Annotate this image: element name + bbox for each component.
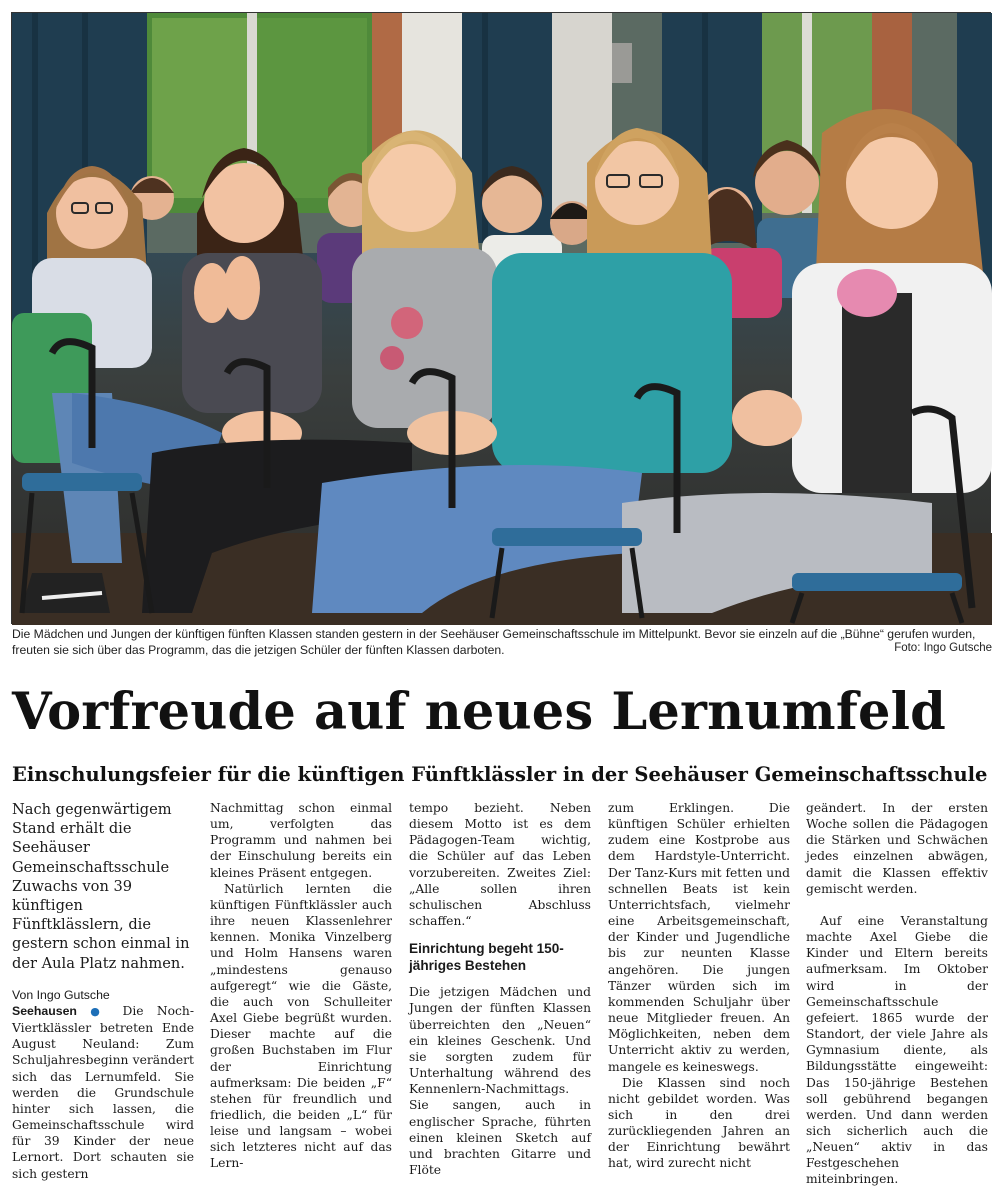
section-subtitle: Einrichtung begeht 150-jähriges Bestehen [409, 941, 564, 973]
column-3-paragraph-2: Die jetzigen Mädchen und Jungen der fünften Klassen überreichten den „Neuen“ ein kleines Geschenk. Und sie sorgten zudem für Unterhaltung während des Kennenlern-Nachmittags. Sie sangen, auch in englischer Sprache, führten einen kleinen Sketch auf und brachten Gitarre und Flöte [409, 985, 591, 1177]
photo-credit: Foto: Ingo Gutsche [894, 642, 992, 654]
dateline-dot-icon: ● [90, 1004, 110, 1018]
article-lead: Nach gegenwärtigem Stand erhält die Seehäuser Gemeinschaftsschule Zuwachs von 39 künftigen Fünftklässlern, die gestern schon einmal in der Aula Platz nahmen. [12, 801, 190, 972]
column-5-paragraph-2: Auf eine Veranstaltung machte Axel Giebe die Kinder und Eltern bereits aufmerksam. Im Oktober wird in der Gemeinschaftsschule gefeiert. 1865 wurde der Standort, der viele Jahre als Gymnasium diente, als Bildungsstätte eingeweiht: Das 150-jährige Bestehen soll gebührend begangen werden. Und dann werden sich sicherlich auch die „Neuen“ aktiv in das Festgeschehen miteinbringen. [806, 913, 988, 1187]
photo-illustration [12, 13, 992, 625]
article-column-1 [12, 800, 194, 1182]
column-5-paragraph-1: geändert. In der ersten Woche sollen die Pädagogen die Stärken und Schwächen jedes einzelnen abwägen, damit die Klassen effektiv gemischt werden. [806, 801, 988, 896]
column-1-body [12, 1003, 194, 1182]
subheadline: Einschulungsfeier für die künftigen Fünftklässler in der Seehäuser Gemeinschaftsschule [12, 763, 988, 786]
column-2-paragraph-1: Nachmittag schon einmal um, verfolgten das Programm und nahmen bei der Einschulung bereits ein kleines Präsent entgegen. [210, 801, 392, 880]
headline: Vorfreude auf neues Lernumfeld [12, 682, 947, 742]
article-column-3 [409, 800, 591, 1178]
column-3-paragraph-1: tempo bezieht. Neben diesem Motto ist es dem Pädagogen-Team wichtig, die Schüler auf das Leben vorzubereiten. Zweites Ziel: „Alle sollen ihren schulischen Abschluss schaffen.“ [409, 801, 591, 929]
column-1-text: Die Noch-Viertklässler betreten Ende August Neuland: Zum Schuljahresbeginn verändert sich das Lernumfeld. Sie werden die Grundschule hinter sich lassen, die Gemeinschaftsschule wird für 39 Kinder der neue Lernort. Dort schauten sie sich gestern [12, 1003, 194, 1181]
column-4-paragraph-1: zum Erklingen. Die künftigen Schüler erhielten zudem eine Kostprobe aus dem Hardstyle-Unterricht. Der Tanz-Kurs mit fetten und schnellen Beats ist kein Unterrichtsfach, vielmehr eine Arbeitsgemeinschaft, der Kinder und Jugendliche bis zur neunten Klasse angehören. Die jungen Tänzer würden sich im kommenden Schuljahr über neue Mitglieder freuen. An Möglichkeiten, neben dem Unterricht aktiv zu werden, mangele es keineswegs. [608, 801, 790, 1074]
column-4-paragraph-2: Die Klassen sind noch nicht gebildet worden. Was sich in den drei zurückliegenden Jahren an der Einrichtung bewährt hat, wird zurecht nicht [608, 1075, 790, 1171]
article-column-5 [806, 800, 988, 1188]
dateline: Seehausen [12, 1003, 77, 1018]
byline: Von Ingo Gutsche [12, 987, 110, 1002]
article-column-2 [210, 800, 392, 1172]
photo-caption: Die Mädchen und Jungen der künftigen fünften Klassen standen gestern in der Seehäuser Gemeinschaftsschule im Mittelpunkt. Bevor sie einzeln auf die „Bühne“ gerufen wurden, freuten sie sich über das Programm, das die jetzigen Schüler der fünften Klassen darboten. [12, 627, 976, 657]
article-column-4 [608, 800, 790, 1172]
article-photo [11, 12, 991, 624]
column-2-paragraph-2: Natürlich lernten die künftigen Fünftklässler auch ihre neuen Klassenlehrer kennen. Monika Vinzelberg und Holm Hansens waren „mindestens genauso aufgeregt“ wie die Gäste, die auch von Schulleiter Axel Giebe begrüßt wurden. Dieser machte auf die großen Buchstaben im Flur der Einrichtung aufmerksam: Die beiden „F“ stehen für freundlich und friedlich, die beiden „L“ für leise und langsam – wobei sich letzteres nicht auf das Lern- [210, 881, 392, 1171]
